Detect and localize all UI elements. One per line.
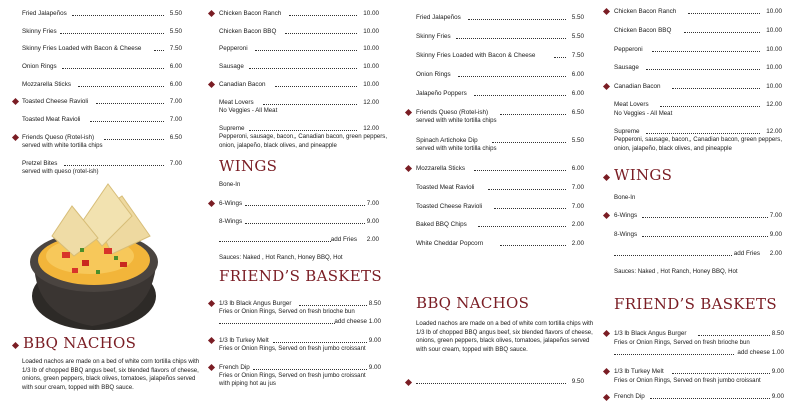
leader-dots bbox=[253, 364, 367, 370]
item-price: 10.00 bbox=[363, 10, 379, 17]
item-name: Pepperoni bbox=[614, 46, 643, 53]
item-description: Fries or Onion Rings, Served on fresh jumbo croissant bbox=[219, 372, 366, 379]
diamond-bullet-icon bbox=[603, 212, 610, 219]
leader-dots bbox=[60, 28, 164, 34]
item-name: Supreme bbox=[219, 125, 245, 132]
item-name: French Dip bbox=[614, 393, 645, 400]
leader-dots bbox=[285, 28, 357, 34]
leader-dots bbox=[458, 71, 566, 77]
leader-dots bbox=[684, 27, 760, 33]
item-price: 10.00 bbox=[363, 28, 379, 35]
add-on-price: 2.00 bbox=[769, 250, 782, 257]
item-name: 1/3 lb Black Angus Burger bbox=[219, 300, 292, 307]
leader-dots bbox=[219, 318, 335, 324]
item-price: 7.00 bbox=[366, 200, 379, 207]
item-price: 6.00 bbox=[571, 90, 584, 97]
leader-dots bbox=[614, 349, 734, 355]
item-price: 10.00 bbox=[766, 83, 782, 90]
item-name: Chicken Bacon Ranch bbox=[614, 8, 677, 15]
item-name: Sausage bbox=[219, 63, 244, 70]
item-price: 10.00 bbox=[766, 27, 782, 34]
leader-dots bbox=[90, 116, 164, 122]
item-name: 6-Wings bbox=[614, 212, 638, 219]
item-name: Sausage bbox=[614, 64, 639, 71]
item-description: Fries or Onion Rings, Served on fresh brioche bun bbox=[614, 339, 750, 346]
item-price: 6.00 bbox=[571, 71, 584, 78]
item-name: 1/3 lb Turkey Melt bbox=[614, 368, 664, 375]
item-name: 8-Wings bbox=[614, 231, 638, 238]
item-name: Toasted Cheese Ravioli bbox=[416, 203, 483, 210]
item-description: with piping hot au jus bbox=[219, 380, 276, 387]
item-name: Toasted Meat Ravioli bbox=[416, 184, 475, 191]
leader-dots bbox=[273, 337, 367, 343]
item-description: Fries or Onion Rings, Served on fresh jumbo croissant bbox=[614, 377, 761, 384]
nachos-description: Loaded nachos are made on a bed of white corn tortilla chips with 1/3 lb of chopped BBQ angus beef, six blended flavors of cheese, onions, green peppers, black olives, tomatoes, jalapeños served with sour cream, topped with BBQ sauce. bbox=[22, 358, 200, 391]
leader-dots bbox=[468, 14, 566, 20]
leader-dots bbox=[614, 250, 732, 256]
leader-dots bbox=[642, 212, 768, 218]
diamond-bullet-icon bbox=[405, 165, 412, 172]
add-on-price: 2.00 bbox=[366, 236, 379, 243]
item-name: 8-Wings bbox=[219, 218, 243, 225]
item-price: 10.00 bbox=[363, 63, 379, 70]
leader-dots bbox=[492, 137, 566, 143]
leader-dots bbox=[72, 10, 164, 16]
item-price: 6.50 bbox=[169, 134, 182, 141]
item-name: Jalapeño Poppers bbox=[416, 90, 467, 97]
item-price: 10.00 bbox=[363, 81, 379, 88]
item-price: 2.00 bbox=[571, 221, 584, 228]
item-name: Mozzarella Sticks bbox=[416, 165, 465, 172]
item-price: 7.50 bbox=[169, 45, 182, 52]
leader-dots bbox=[456, 33, 566, 39]
diamond-bullet-icon bbox=[603, 368, 610, 375]
leader-dots bbox=[688, 8, 760, 14]
leader-dots bbox=[698, 330, 770, 336]
leader-dots bbox=[652, 46, 760, 52]
item-price: 8.50 bbox=[368, 300, 381, 307]
leader-dots bbox=[478, 221, 566, 227]
item-price: 9.00 bbox=[368, 364, 381, 371]
item-name: Pretzel Bites bbox=[22, 160, 58, 167]
item-name: Friends Queso (Rotel-ish) bbox=[22, 134, 95, 141]
diamond-bullet-icon bbox=[603, 83, 610, 90]
add-on-label: add Fries bbox=[330, 236, 357, 243]
item-name: Baked BBQ Chips bbox=[416, 221, 467, 228]
item-price: 6.50 bbox=[571, 109, 584, 116]
item-name: Skinny Fries bbox=[416, 33, 451, 40]
item-price: 8.50 bbox=[771, 330, 784, 337]
leader-dots bbox=[672, 83, 760, 89]
leader-dots bbox=[249, 125, 357, 131]
diamond-bullet-icon bbox=[405, 109, 412, 116]
diamond-bullet-icon bbox=[603, 8, 610, 15]
leader-dots bbox=[78, 81, 164, 87]
item-description: served with white tortilla chips bbox=[416, 145, 497, 152]
item-price: 9.00 bbox=[771, 368, 784, 375]
item-price: 7.00 bbox=[169, 98, 182, 105]
item-price: 2.00 bbox=[571, 240, 584, 247]
item-name: 1/3 lb Turkey Melt bbox=[219, 337, 269, 344]
item-name: Friends Queso (Rotel-ish) bbox=[416, 109, 489, 116]
item-name: Mozzarella Sticks bbox=[22, 81, 71, 88]
leader-dots bbox=[219, 236, 331, 242]
leader-dots bbox=[96, 98, 164, 104]
item-price: 6.00 bbox=[169, 63, 182, 70]
section-heading-bbq-nachos: BBQ NACHOS bbox=[23, 334, 137, 352]
item-price: 5.50 bbox=[571, 33, 584, 40]
diamond-bullet-icon bbox=[405, 379, 412, 386]
item-description: Pepperoni, sausage, bacon,, Canadian bacon, green peppers, onion, jalapeño, black olives, and pineapple bbox=[614, 136, 783, 152]
item-price: 12.00 bbox=[363, 99, 379, 106]
item-description: served with queso (rotel-ish) bbox=[22, 168, 99, 175]
item-name: Supreme bbox=[614, 128, 640, 135]
item-name: 6-Wings bbox=[219, 200, 243, 207]
leader-dots bbox=[245, 200, 365, 206]
item-name: 1/3 lb Black Angus Burger bbox=[614, 330, 687, 337]
item-name: Spinach Artichoke Dip bbox=[416, 137, 478, 144]
item-price: 9.50 bbox=[571, 378, 584, 385]
leader-dots bbox=[299, 300, 367, 306]
item-price: 9.00 bbox=[366, 218, 379, 225]
section-heading-bbq-nachos: BBQ NACHOS bbox=[416, 294, 530, 312]
diamond-bullet-icon bbox=[208, 337, 215, 344]
leader-dots bbox=[660, 101, 760, 107]
item-name: Meat Lovers bbox=[614, 101, 649, 108]
leader-dots bbox=[646, 128, 760, 134]
item-price: 10.00 bbox=[766, 64, 782, 71]
leader-dots bbox=[289, 10, 357, 16]
add-on-label: add cheese 1.00 bbox=[737, 349, 784, 356]
leader-dots bbox=[494, 203, 566, 209]
leader-dots bbox=[416, 378, 566, 384]
diamond-bullet-icon bbox=[208, 364, 215, 371]
diamond-bullet-icon bbox=[208, 81, 215, 88]
item-description: served with white tortilla chips bbox=[22, 142, 103, 149]
item-price: 12.00 bbox=[766, 128, 782, 135]
item-description: Pepperoni, sausage, bacon,, Canadian bacon, green peppers, onion, jalapeño, black olives, and pineapple bbox=[219, 133, 388, 149]
item-price: 12.00 bbox=[766, 101, 782, 108]
item-description: served with white tortilla chips bbox=[416, 117, 497, 124]
add-on-label: add Fries bbox=[733, 250, 760, 257]
nachos-description: Loaded nachos are made on a bed of white corn tortilla chips with 1/3 lb of chopped BBQ angus beef, six blended flavors of cheese, onions, green peppers, black olives, tomatoes, jalapeños served with sour cream, topped with BBQ sauce. bbox=[416, 320, 594, 353]
leader-dots bbox=[64, 160, 164, 166]
wings-style: Bone-In bbox=[614, 194, 636, 201]
diamond-bullet-icon bbox=[603, 174, 610, 181]
item-price: 7.00 bbox=[169, 160, 182, 167]
leader-dots bbox=[500, 109, 566, 115]
leader-dots bbox=[488, 184, 566, 190]
item-price: 7.00 bbox=[571, 184, 584, 191]
item-price: 9.00 bbox=[368, 337, 381, 344]
item-name: Toasted Cheese Ravioli bbox=[22, 98, 89, 105]
leader-dots bbox=[263, 99, 357, 105]
item-price: 6.00 bbox=[571, 165, 584, 172]
leader-dots bbox=[255, 45, 357, 51]
item-price: 10.00 bbox=[363, 45, 379, 52]
item-price: 6.00 bbox=[169, 81, 182, 88]
leader-dots bbox=[275, 81, 357, 87]
leader-dots bbox=[500, 240, 566, 246]
section-heading-friends-baskets: FRIEND’S BASKETS bbox=[614, 295, 777, 313]
item-name: Canadian Bacon bbox=[614, 83, 661, 90]
item-price: 5.50 bbox=[571, 137, 584, 144]
leader-dots bbox=[474, 90, 566, 96]
item-name: Meat Lovers bbox=[219, 99, 254, 106]
item-name: Skinny Fries Loaded with Bacon & Cheese bbox=[416, 52, 536, 59]
leader-dots bbox=[245, 218, 365, 224]
item-description: No Veggies - All Meat bbox=[219, 107, 278, 114]
leader-dots bbox=[650, 393, 770, 399]
diamond-bullet-icon bbox=[603, 330, 610, 337]
item-name: Fried Jalapeños bbox=[416, 14, 461, 21]
item-price: 10.00 bbox=[766, 8, 782, 15]
item-price: 12.00 bbox=[363, 125, 379, 132]
item-description: No Veggies - All Meat bbox=[614, 110, 673, 117]
leader-dots bbox=[154, 45, 164, 51]
item-name: French Dip bbox=[219, 364, 250, 371]
section-heading-friends-baskets: FRIEND’S BASKETS bbox=[219, 267, 382, 285]
sauces-list: Sauces: Naked , Hot Ranch, Honey BBQ, Hot bbox=[614, 268, 738, 275]
diamond-bullet-icon bbox=[208, 300, 215, 307]
item-price: 10.00 bbox=[766, 46, 782, 53]
item-name: Pepperoni bbox=[219, 45, 248, 52]
item-price: 5.50 bbox=[571, 14, 584, 21]
diamond-bullet-icon bbox=[208, 10, 215, 17]
leader-dots bbox=[554, 52, 566, 58]
item-name: Chicken Bacon BBQ bbox=[219, 28, 277, 35]
sauces-list: Sauces: Naked , Hot Ranch, Honey BBQ, Hot bbox=[219, 254, 343, 261]
item-name: White Cheddar Popcorn bbox=[416, 240, 484, 247]
item-price: 5.50 bbox=[169, 10, 182, 17]
diamond-bullet-icon bbox=[12, 134, 19, 141]
leader-dots bbox=[642, 231, 768, 237]
item-price: 7.00 bbox=[769, 212, 782, 219]
leader-dots bbox=[104, 134, 164, 140]
leader-dots bbox=[62, 63, 164, 69]
leader-dots bbox=[474, 165, 566, 171]
item-description: Fries or Onion Rings, Served on fresh brioche bun bbox=[219, 308, 355, 315]
item-price: 7.50 bbox=[571, 52, 584, 59]
item-price: 7.00 bbox=[571, 203, 584, 210]
item-name: Skinny Fries bbox=[22, 28, 57, 35]
item-name: Onion Rings bbox=[22, 63, 57, 70]
item-price: 5.50 bbox=[169, 28, 182, 35]
item-price: 7.00 bbox=[169, 116, 182, 123]
diamond-bullet-icon bbox=[12, 98, 19, 105]
leader-dots bbox=[672, 368, 770, 374]
item-name: Onion Rings bbox=[416, 71, 451, 78]
section-heading-wings: WINGS bbox=[219, 157, 278, 175]
item-name: Fried Jalapeños bbox=[22, 10, 67, 17]
item-name: Toasted Meat Ravioli bbox=[22, 116, 81, 123]
diamond-bullet-icon bbox=[12, 342, 19, 349]
add-on-label: add cheese 1.00 bbox=[334, 318, 381, 325]
item-price: 9.00 bbox=[769, 231, 782, 238]
item-name: Skinny Fries Loaded with Bacon & Cheese bbox=[22, 45, 142, 52]
leader-dots bbox=[646, 64, 760, 70]
section-heading-wings: WINGS bbox=[614, 166, 673, 184]
item-name: Chicken Bacon Ranch bbox=[219, 10, 282, 17]
leader-dots bbox=[249, 63, 357, 69]
item-description: Fries or Onion Rings, Served on fresh jumbo croissant bbox=[219, 345, 366, 352]
item-name: Canadian Bacon bbox=[219, 81, 266, 88]
item-price: 9.00 bbox=[771, 393, 784, 400]
queso-bowl-image bbox=[22, 176, 172, 336]
diamond-bullet-icon bbox=[208, 200, 215, 207]
wings-style: Bone-In bbox=[219, 181, 241, 188]
item-name: Chicken Bacon BBQ bbox=[614, 27, 672, 34]
